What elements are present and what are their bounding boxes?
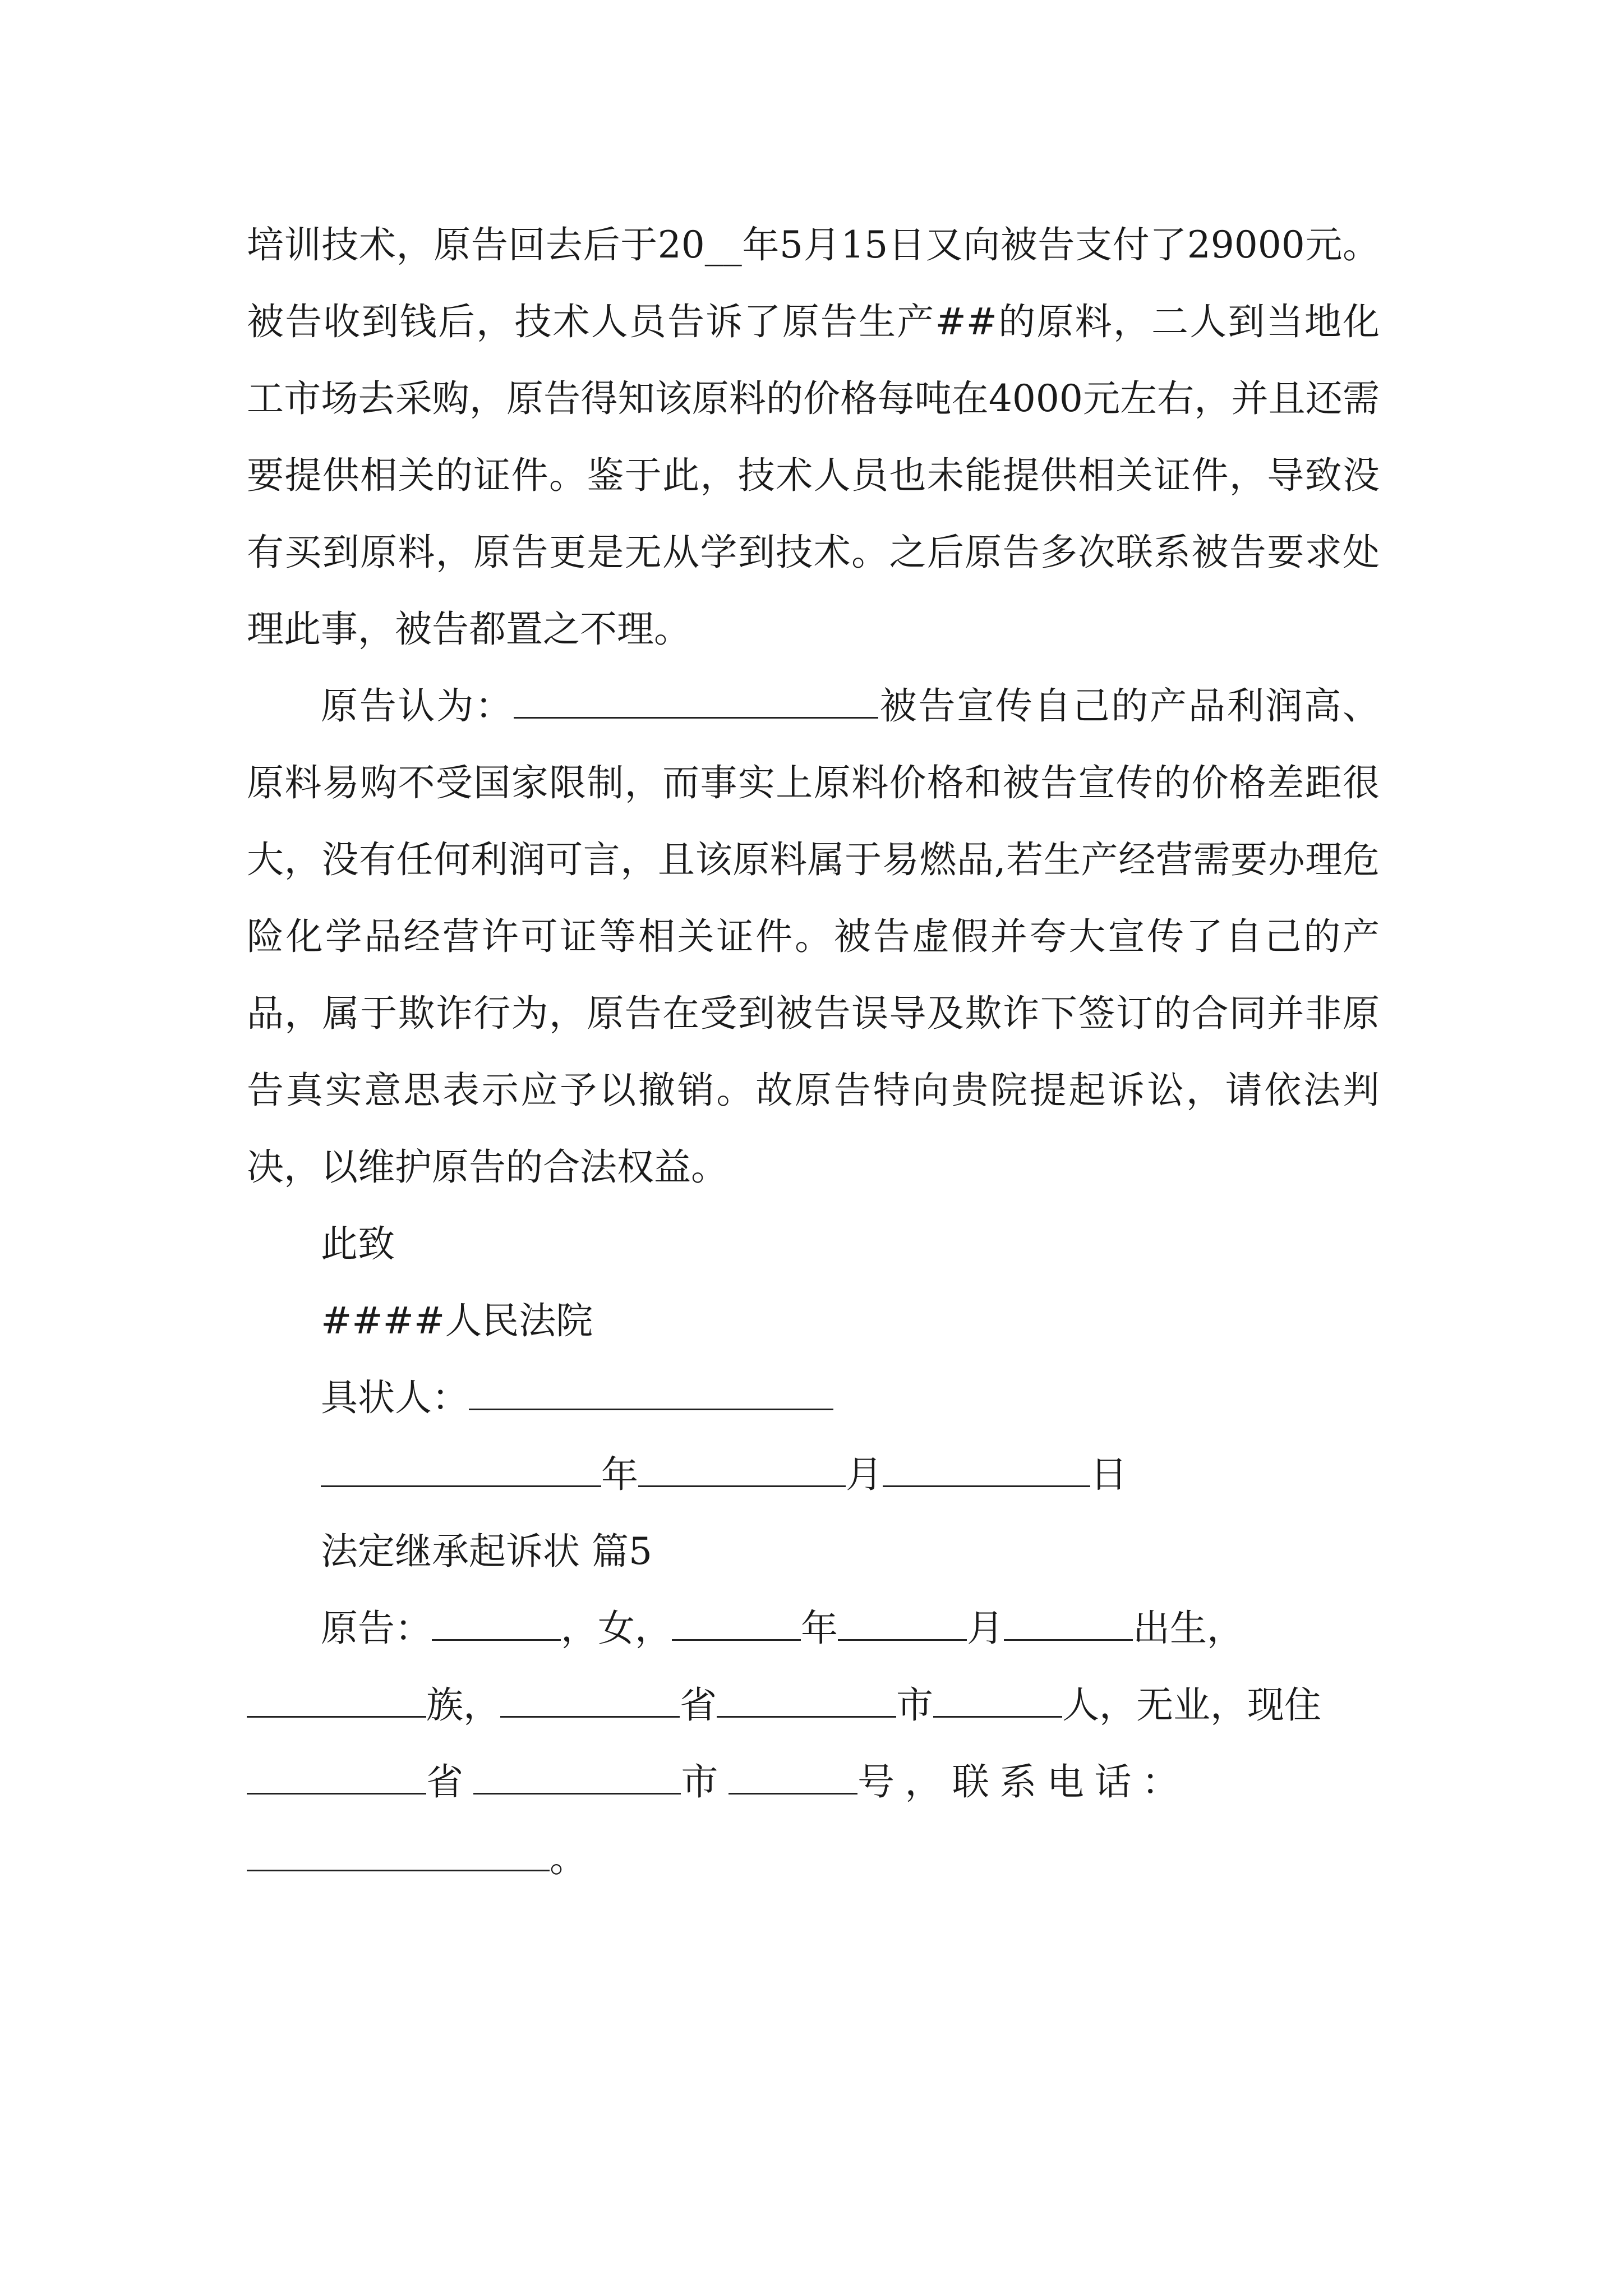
ethnic-label: 族， <box>426 1683 500 1727</box>
paragraph-claims <box>247 668 1380 1205</box>
date-year: 年 <box>601 1453 638 1496</box>
day-blank <box>883 1452 1090 1487</box>
city-blank <box>717 1683 896 1718</box>
addr-number-blank <box>728 1760 857 1795</box>
addr-province-blank <box>247 1760 426 1795</box>
name-blank <box>432 1606 561 1641</box>
plaintiff-label: 原告： <box>321 1607 432 1650</box>
plaintiff-born: 出生， <box>1133 1607 1244 1650</box>
plaintiff-line <box>247 1590 1380 1667</box>
signer-line <box>247 1359 1380 1436</box>
date-line <box>247 1436 1380 1513</box>
paragraph-facts: 培训技术，原告回去后于20__年5月15日又向被告支付了29000元。被告收到钱后，技术人员告诉了原告生产##的原料，二人到当地化工市场去采购，原告得知该原料的价格每吨在4000元左右，并且还需要提供相关的证件。鉴于此，技术人员也未能提供相关证件，导致没有买到原料，原告更是无从学到技术。之后原告多次联系被告要求处理此事，被告都置之不理。 <box>247 223 1380 651</box>
birth-day-blank <box>1004 1606 1133 1641</box>
signer-blank <box>469 1375 833 1410</box>
address-line <box>247 1743 1380 1820</box>
section-title: 法定继承起诉状 篇5 <box>321 1530 652 1573</box>
plaintiff-gender: ，女， <box>561 1607 672 1650</box>
person-blank <box>933 1683 1062 1718</box>
birth-month-blank <box>838 1606 967 1641</box>
signer-label: 具状人： <box>321 1376 469 1419</box>
year-blank <box>321 1452 601 1487</box>
month-blank <box>638 1452 846 1487</box>
court-line: ####人民法院 <box>321 1299 593 1342</box>
province-blank <box>500 1683 680 1718</box>
closing-line: 此致 <box>321 1222 395 1266</box>
birth-year-blank <box>672 1606 801 1641</box>
claims-blank <box>514 684 878 719</box>
phone-period: 。 <box>550 1837 587 1880</box>
origin-line <box>247 1667 1380 1743</box>
addr-city-label: 市 <box>681 1760 728 1803</box>
plaintiff-month: 月 <box>967 1607 1004 1650</box>
addr-province-label: 省 <box>426 1760 474 1803</box>
ethnic-blank <box>247 1683 426 1718</box>
claims-body: 被告宣传自己的产品利润高、原料易购不受国家限制，而事实上原料价格和被告宣传的价格差距很大，没有任何利润可言，且该原料属于易燃品,若生产经营需要办理危险化学品经营许可证等相关证件。被告虚假并夸大宣传了自己的产品，属于欺诈行为，原告在受到被告误导及欺诈下签订的合同并非原告真实意思表示应予以撤销。故原告特向贵院提起诉讼，请依法判决，以维护原告的合法权益。 <box>247 684 1380 1189</box>
date-month: 月 <box>846 1453 883 1496</box>
person-label: 人，无业，现住 <box>1062 1683 1321 1727</box>
addr-city-blank <box>473 1760 681 1795</box>
province-label: 省 <box>680 1683 717 1727</box>
date-day: 日 <box>1090 1453 1127 1496</box>
addr-number-label: 号，联系电话： <box>857 1760 1189 1803</box>
plaintiff-year: 年 <box>801 1607 838 1650</box>
city-label: 市 <box>896 1683 933 1727</box>
claims-lead: 原告认为： <box>321 684 514 728</box>
phone-line <box>247 1820 1380 1897</box>
main-text <box>247 206 1380 1897</box>
phone-blank <box>247 1837 550 1871</box>
